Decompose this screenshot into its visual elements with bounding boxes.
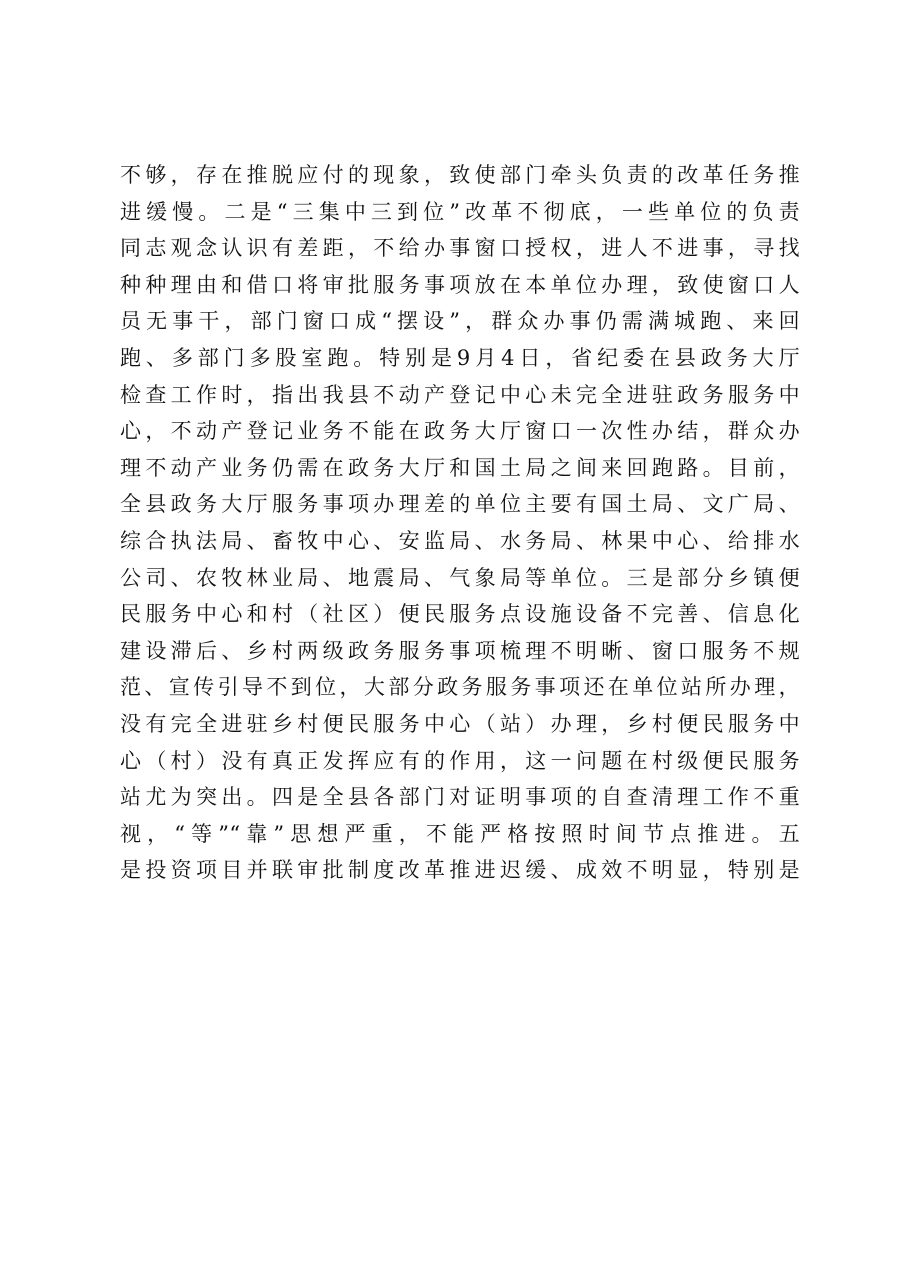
- text-line: 是投资项目并联审批制度改革推进迟缓、成效不明显，特别是: [120, 858, 800, 883]
- text-line: 心，不动产登记业务不能在政务大厅窗口一次性办结，群众办: [120, 419, 800, 444]
- text-line: 综合执法局、畜牧中心、安监局、水务局、林果中心、给排水: [120, 528, 800, 553]
- text-line: 员无事干，部门窗口成“摆设”，群众办事仍需满城跑、来回: [120, 309, 800, 334]
- body-paragraph: [120, 157, 800, 889]
- text-line: 公司、农牧林业局、地震局、气象局等单位。三是部分乡镇便: [120, 565, 800, 590]
- text-line: 不够，存在推脱应付的现象，致使部门牵头负责的改革任务推: [120, 163, 800, 187]
- text-line: 没有完全进驻乡村便民服务中心（站）办理，乡村便民服务中: [120, 711, 800, 736]
- text-line: 建设滞后、乡村两级政务服务事项梳理不明晰、窗口服务不规: [120, 638, 800, 663]
- text-line: 种种理由和借口将审批服务事项放在本单位办理，致使窗口人: [120, 272, 800, 297]
- text-line: 理不动产业务仍需在政务大厅和国土局之间来回跑路。目前，: [120, 455, 800, 480]
- text-line: 全县政务大厅服务事项办理差的单位主要有国土局、文广局、: [120, 492, 800, 517]
- text-line: 心（村）没有真正发挥应有的作用，这一问题在村级便民服务: [120, 748, 800, 773]
- text-line: 范、宣传引导不到位，大部分政务服务事项还在单位站所办理，: [120, 675, 800, 700]
- text-line: 检查工作时，指出我县不动产登记中心未完全进驻政务服务中: [120, 382, 800, 407]
- text-line: 同志观念认识有差距，不给办事窗口授权，进人不进事，寻找: [120, 236, 800, 261]
- text-line: 视，“等”“靠”思想严重，不能严格按照时间节点推进。五: [120, 821, 800, 846]
- text-line: 站尤为突出。四是全县各部门对证明事项的自查清理工作不重: [120, 785, 800, 810]
- text-line: 民服务中心和村（社区）便民服务点设施设备不完善、信息化: [120, 602, 800, 627]
- text-line: 进缓慢。二是“三集中三到位”改革不彻底，一些单位的负责: [120, 199, 800, 224]
- text-line: 跑、多部门多股室跑。特别是9月4日，省纪委在县政务大厅: [120, 345, 800, 370]
